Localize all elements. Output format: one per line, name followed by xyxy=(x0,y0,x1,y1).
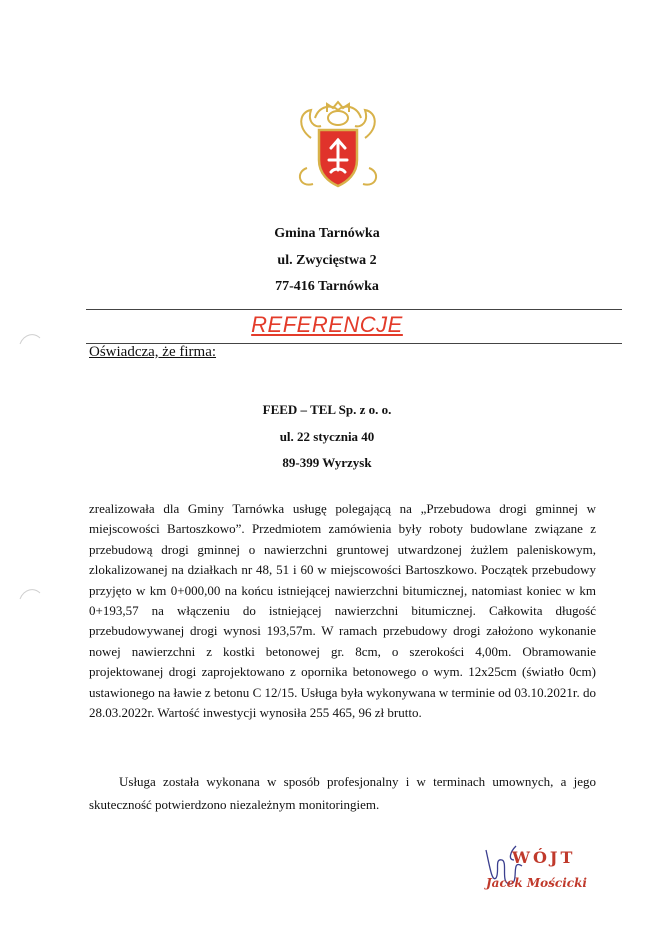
signature-stamp-icon xyxy=(480,838,600,898)
stamp-role: WÓJT xyxy=(512,848,576,867)
sender-street: ul. Zwycięstwa 2 xyxy=(277,253,377,268)
top-divider xyxy=(86,309,622,310)
punch-hole-mark xyxy=(18,330,42,348)
body-paragraph-1: zrealizowała dla Gminy Tarnówka usługę polegającą na „Przebudowa drogi gminnej w miejscowości Bartoszkowo”. Przedmiotem zamówienia były roboty budowlane związane z przebudową drogi gminnej o nawierzchni gruntowej utwardzonej żużlem paleniskowym, zlokalizowanej na działkach nr 48, 51 i 60 w miejscowości Bartoszkowo. Początek przebudowy przyjęto w km 0+000,00 na końcu istniejącej nawierzchni bitumicznej, natomiast koniec w km 0+193,57 na włączeniu do istniejącej nawierzchni bitumicznej. Całkowita długość przebudowywanej drogi wynosi 193,57m. W ramach przebudowy drogi założono wykonanie nowej nawierzchni z kostki betonowej gr. 8cm, o szerokości 4,00m. Obramowanie projektowanej drogi zaprojektowano z opornika betonowego o wym. 12x25cm (światło 0cm) ustawionego na ławie z betonu C 12/15. Usługa była wykonywana w terminie od 03.10.2021r. do 28.03.2022r. Wartość inwestycji wynosiła 255 465, 96 zł brutto. xyxy=(89,501,596,721)
coat-of-arms-icon xyxy=(293,98,383,192)
sender-name: Gmina Tarnówka xyxy=(274,226,380,241)
company-street: ul. 22 stycznia 40 xyxy=(279,429,375,444)
body-paragraph-2: Usługa została wykonana w sposób profesjonalny i w terminach umownych, a jego skuteczność potwierdzono niezależnym monitoringiem. xyxy=(89,774,596,812)
stamp-name: Jacek Mościcki xyxy=(486,876,587,890)
company-city: 89-399 Wyrzysk xyxy=(282,455,372,470)
intro-statement: Oświadcza, że firma: xyxy=(89,344,217,360)
sender-city: 77-416 Tarnówka xyxy=(275,279,379,294)
punch-hole-mark xyxy=(18,585,42,603)
company-name: FEED – TEL Sp. z o. o. xyxy=(262,402,392,417)
document-title: REFERENCJE xyxy=(251,312,403,337)
